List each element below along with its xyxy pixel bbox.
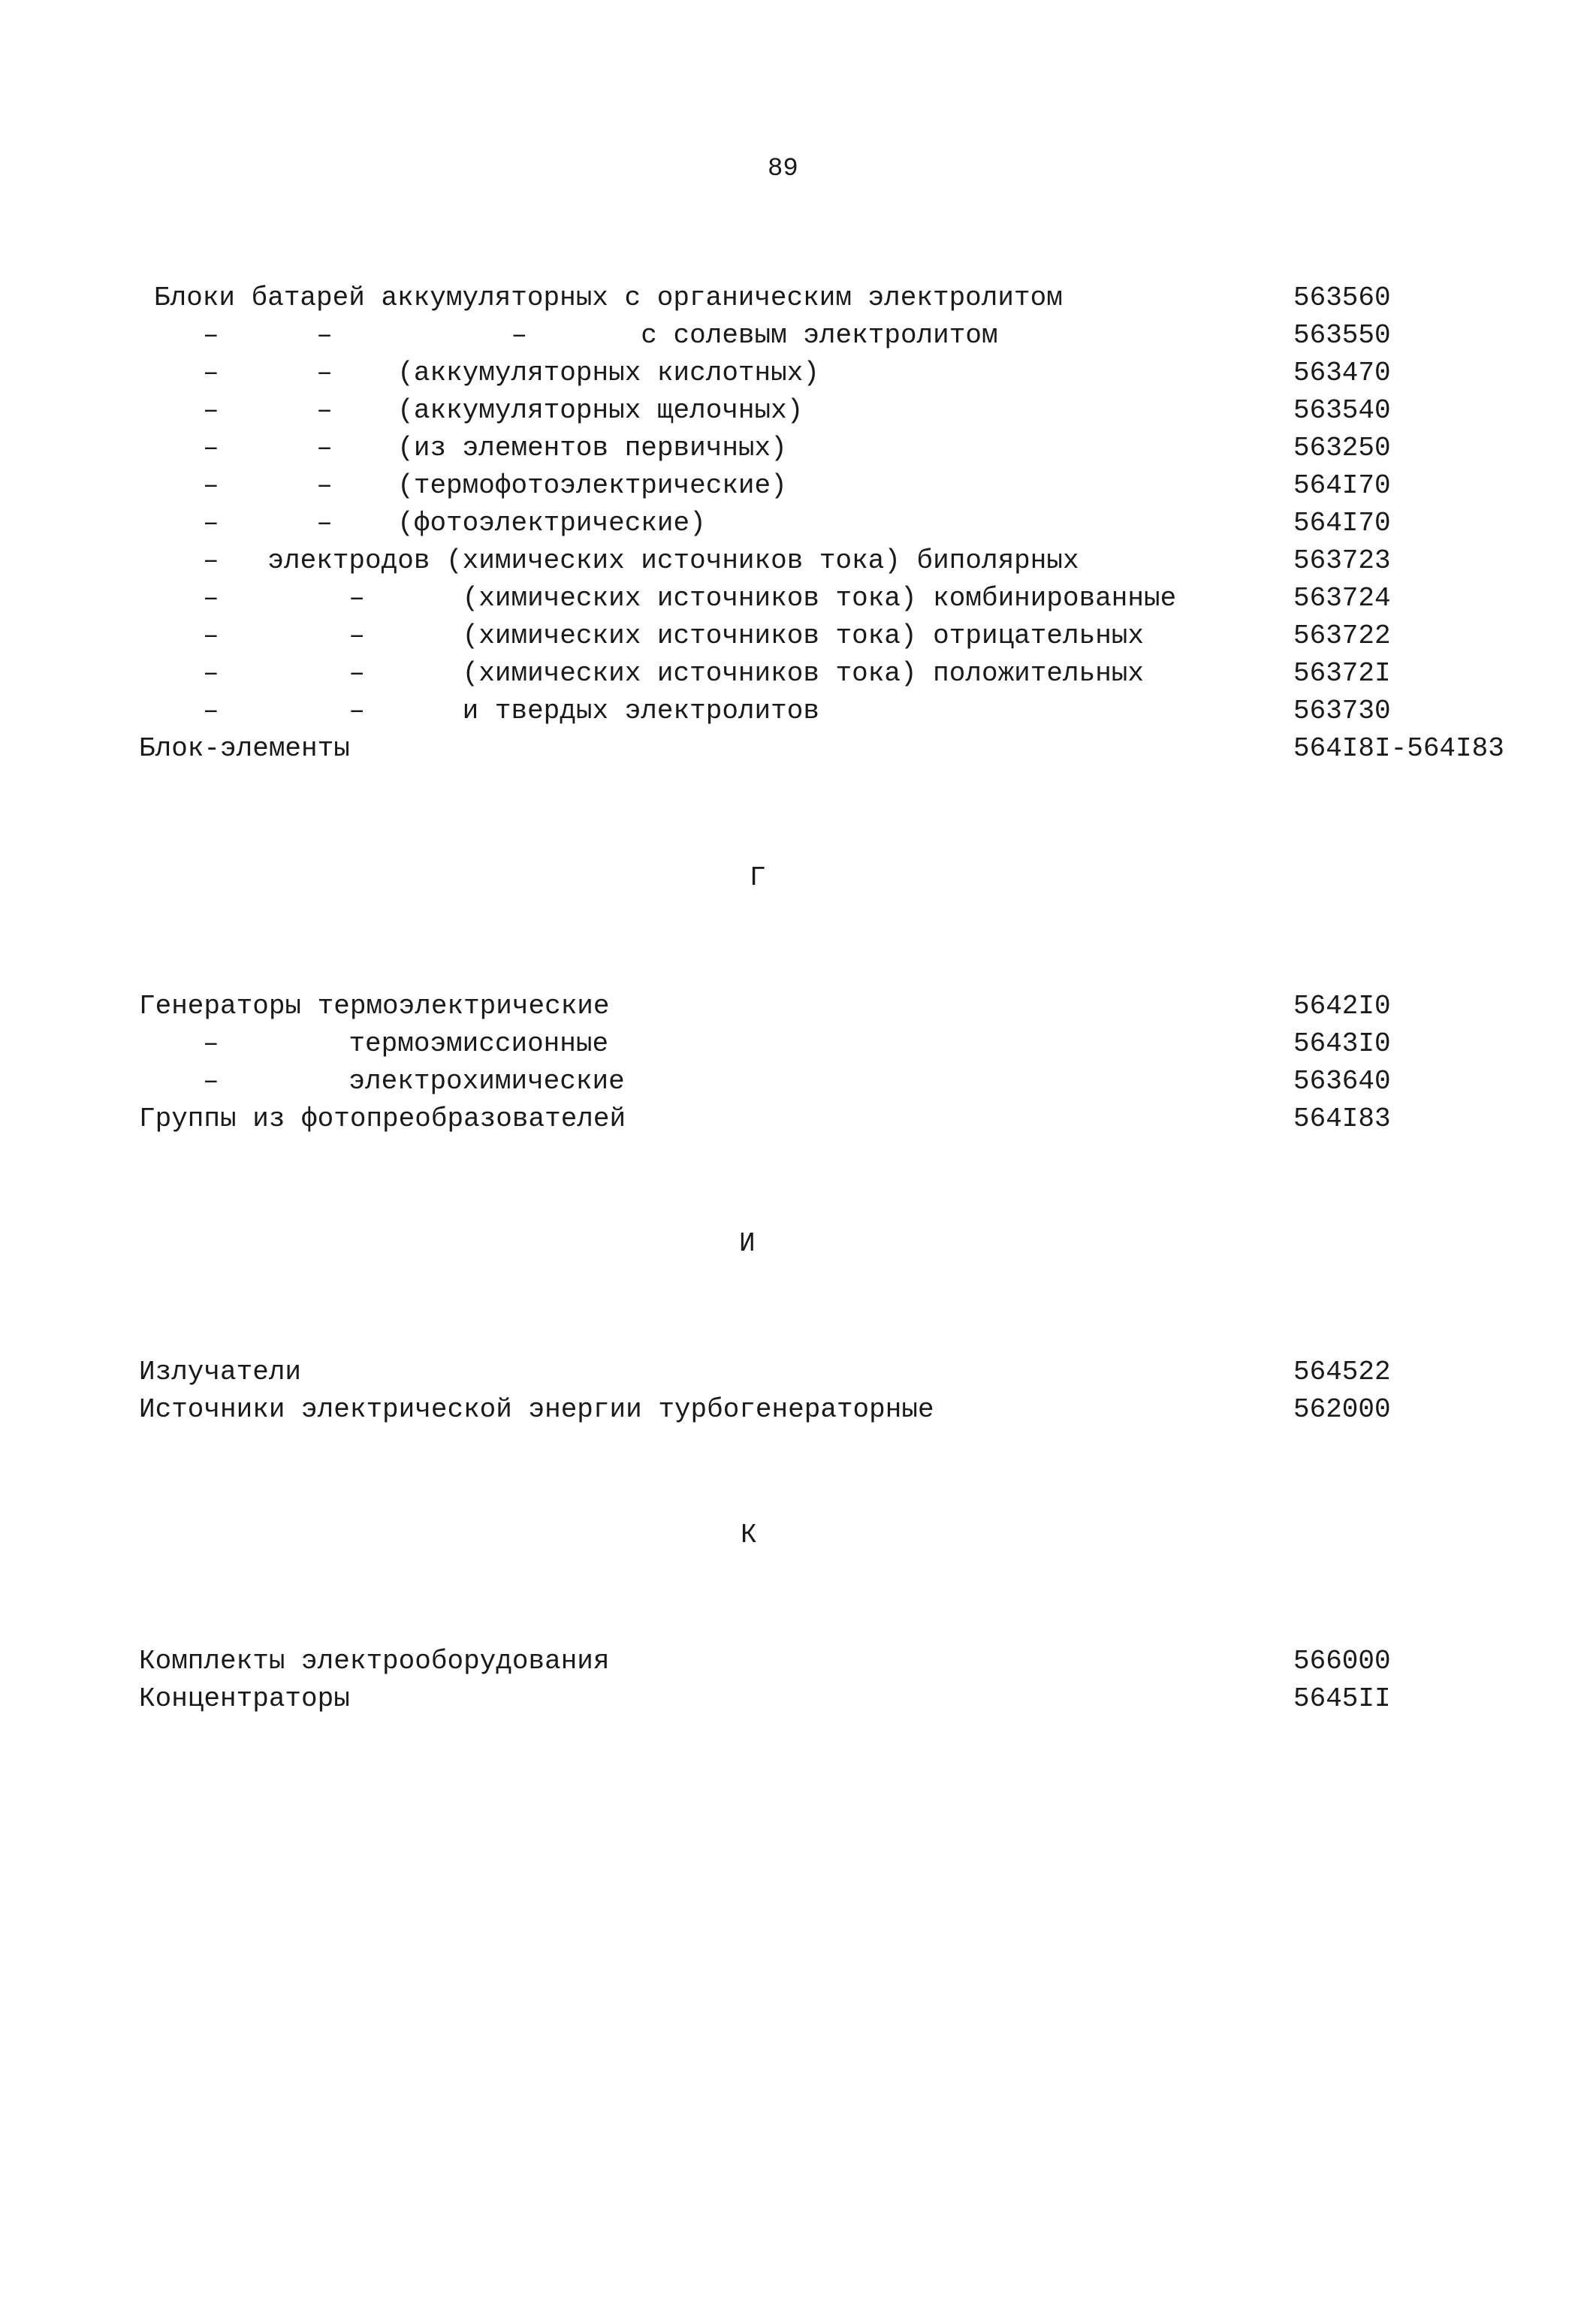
entry-name: – электродов (химических источников тока) биполярных <box>203 545 1079 576</box>
index-entry <box>0 317 1596 355</box>
entry-name: – термоэмиссионные <box>203 1028 609 1059</box>
entry-code: 563724 <box>1293 583 1391 614</box>
entry-name: – – – с солевым электролитом <box>203 320 998 351</box>
index-entry <box>0 1063 1596 1100</box>
index-entry <box>0 505 1596 542</box>
entry-name: – – (аккумуляторных кислотных) <box>203 358 819 388</box>
entry-code: 564I70 <box>1293 508 1391 539</box>
index-entry <box>0 430 1596 467</box>
entry-code: 563550 <box>1293 320 1391 351</box>
entry-name: Комплекты электрооборудования <box>139 1646 610 1677</box>
index-entry <box>0 730 1596 768</box>
index-entry <box>0 988 1596 1025</box>
index-entry <box>0 693 1596 730</box>
entry-name: – – (химических источников тока) положительных <box>203 658 1145 689</box>
entry-name: – электрохимические <box>203 1066 625 1097</box>
entry-name: Группы из фотопреобразователей <box>139 1103 626 1134</box>
index-entry <box>0 355 1596 392</box>
index-entry <box>0 467 1596 505</box>
entry-name: – – (фотоэлектрические) <box>203 508 706 539</box>
entry-code: 5643I0 <box>1293 1028 1391 1059</box>
entry-name: – – (химических источников тока) комбинированные <box>203 583 1177 614</box>
entry-code: 564I70 <box>1293 470 1391 501</box>
entry-code: 563470 <box>1293 358 1391 388</box>
entry-name: – – и твердых электролитов <box>203 696 819 726</box>
entry-code: 563250 <box>1293 433 1391 463</box>
entry-code: 563540 <box>1293 395 1391 426</box>
entry-code: 562000 <box>1293 1394 1391 1425</box>
page-number: 89 <box>768 155 798 183</box>
index-entry <box>0 392 1596 430</box>
entry-name: Концентраторы <box>139 1683 350 1714</box>
section-letter: К <box>741 1520 757 1550</box>
entry-name: Блок-элементы <box>139 733 350 764</box>
entry-code: 563723 <box>1293 545 1391 576</box>
entry-code: 563640 <box>1293 1066 1391 1097</box>
entry-code: 564I8I-564I83 <box>1293 733 1504 764</box>
entry-code: 56372I <box>1293 658 1391 689</box>
index-entry <box>0 617 1596 655</box>
entry-code: 566000 <box>1293 1646 1391 1677</box>
index-entry <box>0 1680 1596 1718</box>
index-entry <box>0 279 1596 317</box>
index-entry <box>0 1391 1596 1429</box>
index-entry <box>0 1100 1596 1138</box>
entry-code: 5642I0 <box>1293 991 1391 1022</box>
index-entry <box>0 542 1596 580</box>
index-entry <box>0 1025 1596 1063</box>
entry-code: 564I83 <box>1293 1103 1391 1134</box>
entry-code: 563560 <box>1293 282 1391 313</box>
entry-name: Источники электрической энергии турбогенераторные <box>139 1394 934 1425</box>
entry-name: – – (аккумуляторных щелочных) <box>203 395 804 426</box>
entry-name: Излучатели <box>139 1357 302 1387</box>
section-letter: И <box>739 1228 756 1259</box>
entry-name: – – (из элементов первичных) <box>203 433 787 463</box>
entry-code: 564522 <box>1293 1357 1391 1387</box>
index-entry <box>0 655 1596 693</box>
index-entry <box>0 1643 1596 1680</box>
entry-name: – – (термофотоэлектрические) <box>203 470 787 501</box>
entry-name: Блоки батарей аккумуляторных с органическим электролитом <box>154 282 1063 313</box>
index-entry <box>0 580 1596 617</box>
entry-code: 563722 <box>1293 620 1391 651</box>
entry-name: – – (химических источников тока) отрицательных <box>203 620 1145 651</box>
section-letter: Г <box>750 862 766 893</box>
entry-name: Генераторы термоэлектрические <box>139 991 610 1022</box>
entry-code: 5645II <box>1293 1683 1391 1714</box>
index-entry <box>0 1354 1596 1391</box>
entry-code: 563730 <box>1293 696 1391 726</box>
